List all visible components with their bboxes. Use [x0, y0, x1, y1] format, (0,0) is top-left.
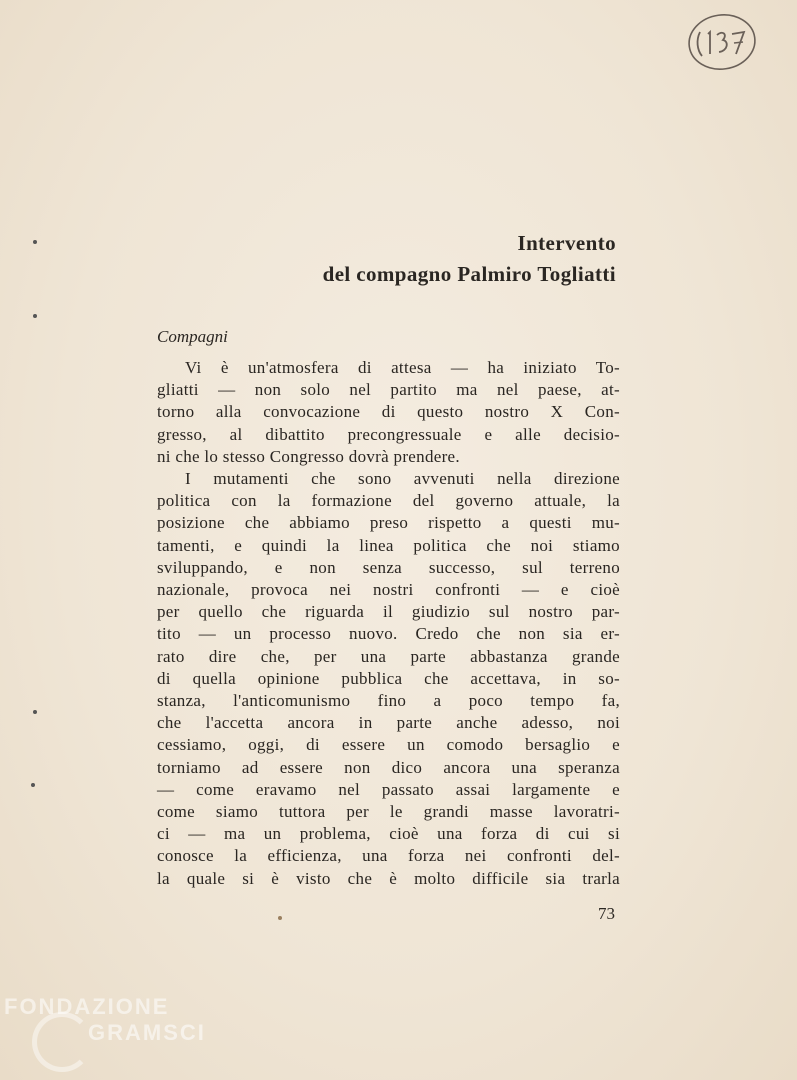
- page-number: 73: [598, 904, 615, 923]
- text-line: nazionale, provoca nei nostri confronti — e cioè: [157, 580, 620, 600]
- scan-speck: [278, 916, 282, 920]
- text-line: ni che lo stesso Congresso dovrà prendere.: [157, 446, 460, 466]
- text-line: ci — ma un problema, cioè una forza di cui si: [157, 824, 620, 844]
- text-line: per quello che riguarda il giudizio sul nostro par-: [157, 602, 620, 622]
- text-line: gresso, al dibattito precongressuale e alle decisio-: [157, 424, 620, 444]
- text-line: sviluppando, e non senza successo, sul terreno: [157, 557, 620, 577]
- archive-stamp: [686, 10, 758, 74]
- title-line-1: Intervento: [517, 231, 616, 255]
- title-line-2: del compagno Palmiro Togliatti: [322, 262, 616, 286]
- text-line: I mutamenti che sono avvenuti nella direzione: [185, 469, 620, 489]
- text-line: tito — un processo nuovo. Credo che non sia er-: [157, 624, 620, 644]
- text-line: conosce la efficienza, una forza nei confronti del-: [157, 846, 620, 866]
- text-line: gliatti — non solo nel partito ma nel paese, at-: [157, 380, 620, 400]
- text-line: la quale si è visto che è molto difficile sia trarla: [157, 868, 620, 888]
- scan-speck: [33, 710, 37, 714]
- text-line: come siamo tuttora per le grandi masse lavoratri-: [157, 802, 620, 822]
- text-line: stanza, l'anticomunismo fino a poco tempo fa,: [157, 691, 620, 711]
- watermark-g-icon: [32, 1012, 92, 1072]
- scan-speck: [33, 240, 37, 244]
- section-title: [323, 228, 616, 290]
- scan-speck: [33, 314, 37, 318]
- text-line: di quella opinione pubblica che accettava, in so-: [157, 668, 620, 688]
- text-line: Vi è un'atmosfera di attesa — ha iniziato To-: [185, 358, 620, 377]
- watermark-line-1: FONDAZIONE: [4, 994, 170, 1019]
- text-line: — come eravamo nel passato assai largamente e: [157, 779, 620, 799]
- salutation: Compagni: [157, 327, 228, 346]
- watermark-line-2: GRAMSCI: [88, 1020, 206, 1045]
- body-text: [157, 357, 620, 890]
- text-line: che l'accetta ancora in parte anche adesso, noi: [157, 713, 620, 733]
- watermark-logo: [4, 990, 204, 1070]
- text-line: posizione che abbiamo preso rispetto a questi mu-: [157, 513, 620, 533]
- text-line: torniamo ad essere non dico ancora una speranza: [157, 757, 620, 777]
- text-line: politica con la formazione del governo attuale, la: [157, 491, 620, 511]
- scan-speck: [31, 783, 35, 787]
- text-line: tamenti, e quindi la linea politica che noi stiamo: [157, 535, 620, 555]
- stamp-number: [686, 10, 758, 74]
- text-line: cessiamo, oggi, di essere un comodo bersaglio e: [157, 735, 620, 755]
- text-line: torno alla convocazione di questo nostro X Con-: [157, 402, 620, 422]
- text-line: rato dire che, per una parte abbastanza grande: [157, 646, 620, 666]
